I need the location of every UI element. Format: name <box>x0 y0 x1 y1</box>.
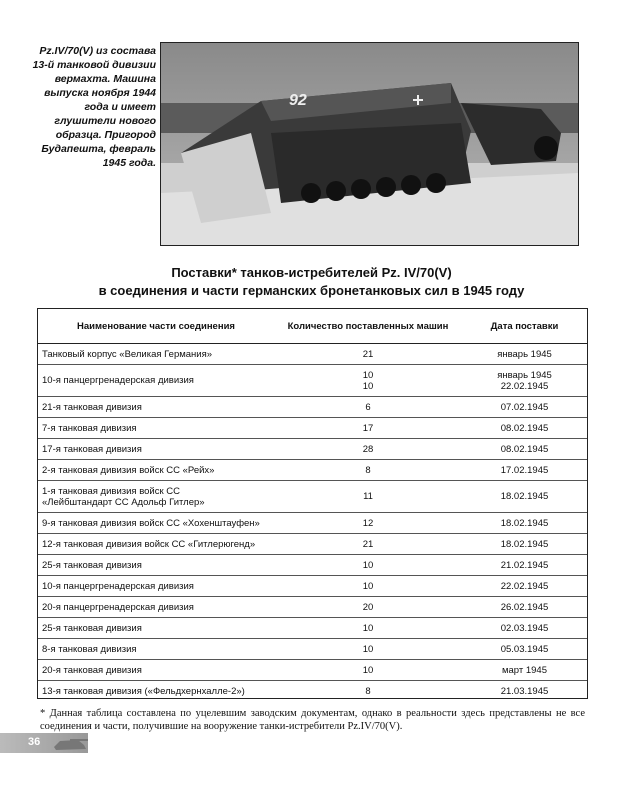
deliveries-table <box>37 308 588 699</box>
table-row <box>38 597 587 618</box>
cell-line: 1-я танковая дивизия войск СС <box>42 485 181 497</box>
cell-quantity <box>274 481 462 513</box>
cell-quantity <box>274 439 462 460</box>
table-row <box>38 439 587 460</box>
cell-unit <box>38 365 274 397</box>
header-unit: Наименование части соединения <box>38 309 274 344</box>
cell-unit <box>38 555 274 576</box>
table-title-line-2: в соединения и части германских бронетанковых сил в 1945 году <box>98 283 525 298</box>
footnote: * Данная таблица составлена по уцелевшим заводским документам, однако в реальности здесь представлены не все соединения и части, получившие на вооружение танки-истребители Pz.IV/70(V). <box>40 708 585 732</box>
cell-line: 25-я танковая дивизия <box>42 559 142 571</box>
caption-text: из состава 13-й танковой дивизии вермахта. Машина выпуска ноября 1944 года и имеет глушители нового образца. Пригород Будапешта, февраль 1945 года. <box>32 45 156 169</box>
cell-quantity <box>274 555 462 576</box>
table-row <box>38 660 587 681</box>
table-row <box>38 344 587 365</box>
cell-line: 6 <box>365 401 371 413</box>
cell-line: 17-я танковая дивизия <box>42 443 142 455</box>
cell-line: 20-я панцергренадерская дивизия <box>42 601 194 613</box>
table-title <box>60 264 563 300</box>
tank-marking: 92 <box>289 92 307 109</box>
cell-quantity <box>274 660 462 681</box>
cell-quantity <box>274 365 462 397</box>
tank-silhouette-icon <box>50 733 90 753</box>
cell-line: 13-я танковая дивизия («Фельдхернхалле-2») <box>42 685 245 697</box>
table-row <box>38 534 587 555</box>
cell-line: 25-я танковая дивизия <box>42 622 142 634</box>
cell-line: 8 <box>365 685 371 697</box>
cell-line: январь 1945 <box>497 348 552 360</box>
cell-date <box>462 439 587 460</box>
cell-quantity <box>274 418 462 439</box>
cell-quantity <box>274 618 462 639</box>
cell-unit <box>38 418 274 439</box>
header-date: Дата поставки <box>462 309 587 344</box>
cell-unit <box>38 460 274 481</box>
cell-line: 21-я танковая дивизия <box>42 401 142 413</box>
cell-line: 2-я танковая дивизия войск СС «Рейх» <box>42 464 215 476</box>
cell-unit <box>38 576 274 597</box>
cell-line: 21 <box>362 348 374 360</box>
cell-quantity <box>274 460 462 481</box>
table-row <box>38 460 587 481</box>
cell-date <box>462 681 587 702</box>
table-row <box>38 365 587 397</box>
table-body <box>38 344 587 702</box>
table-row <box>38 513 587 534</box>
cell-date <box>462 576 587 597</box>
cell-unit <box>38 618 274 639</box>
tank-photo <box>160 42 579 246</box>
cell-line: 10 <box>362 559 374 571</box>
cell-quantity <box>274 597 462 618</box>
cell-line: 08.02.1945 <box>500 422 549 434</box>
header-quantity: Количество поставленных машин <box>274 309 462 344</box>
cell-unit <box>38 439 274 460</box>
cell-line: 12-я танковая дивизия войск СС «Гитлерюгенд» <box>42 538 256 550</box>
cell-line: 8-я танковая дивизия <box>42 643 137 655</box>
cell-line: 22.02.1945 <box>500 380 549 392</box>
table-row <box>38 576 587 597</box>
photo-caption <box>26 44 156 170</box>
page-number: 36 <box>28 736 41 748</box>
cell-line: 10 <box>362 369 374 381</box>
cell-unit <box>38 513 274 534</box>
table-header-row <box>38 309 587 344</box>
cell-line: 26.02.1945 <box>500 601 549 613</box>
cell-line: 18.02.1945 <box>500 538 549 550</box>
cell-date <box>462 555 587 576</box>
cell-date <box>462 344 587 365</box>
cell-unit <box>38 681 274 702</box>
cell-date <box>462 418 587 439</box>
cell-quantity <box>274 576 462 597</box>
cell-line: 28 <box>362 443 374 455</box>
cell-unit <box>38 481 274 513</box>
cell-line: 10 <box>362 643 374 655</box>
cell-line: 10 <box>362 380 374 392</box>
cell-date <box>462 460 587 481</box>
cell-line: 10 <box>362 664 374 676</box>
cell-unit <box>38 397 274 418</box>
cell-line: март 1945 <box>501 664 547 676</box>
table-row <box>38 397 587 418</box>
cell-quantity <box>274 681 462 702</box>
cell-quantity <box>274 534 462 555</box>
table-title-line-1: Поставки* танков-истребителей Pz. IV/70(V) <box>171 265 452 280</box>
cell-line: 10 <box>362 622 374 634</box>
cell-line: 10 <box>362 580 374 592</box>
table-row <box>38 418 587 439</box>
cell-date <box>462 660 587 681</box>
caption-title: Pz.IV/70(V) <box>39 45 94 57</box>
cell-line: «Лейбштандарт СС Адольф Гитлер» <box>42 496 205 508</box>
cell-date <box>462 365 587 397</box>
cell-date <box>462 639 587 660</box>
cell-line: 17.02.1945 <box>500 464 549 476</box>
cell-date <box>462 534 587 555</box>
cell-quantity <box>274 397 462 418</box>
cell-line: 10-я панцергренадерская дивизия <box>42 580 194 592</box>
cell-line: январь 1945 <box>497 369 552 381</box>
cell-quantity <box>274 513 462 534</box>
cell-line: 10-я панцергренадерская дивизия <box>42 375 194 386</box>
cell-line: 17 <box>362 422 374 434</box>
cell-line: 08.02.1945 <box>500 443 549 455</box>
table-row <box>38 481 587 513</box>
cell-line: 18.02.1945 <box>500 517 549 529</box>
cell-quantity <box>274 639 462 660</box>
cell-line: 02.03.1945 <box>500 622 549 634</box>
cell-line: 07.02.1945 <box>500 401 549 413</box>
cell-line: 9-я танковая дивизия войск СС «Хохенштауфен» <box>42 517 260 529</box>
cell-date <box>462 397 587 418</box>
cell-line: 8 <box>365 464 371 476</box>
cell-line: 22.02.1945 <box>500 580 549 592</box>
cell-date <box>462 481 587 513</box>
cell-line: 20-я танковая дивизия <box>42 664 142 676</box>
table-row <box>38 618 587 639</box>
tank-photo-drawing <box>161 43 578 245</box>
cell-line: 18.02.1945 <box>500 491 549 502</box>
cell-line: 05.03.1945 <box>500 643 549 655</box>
cell-unit <box>38 639 274 660</box>
cell-line: 21.03.1945 <box>500 685 549 697</box>
cell-quantity <box>274 344 462 365</box>
cell-line: 12 <box>362 517 374 529</box>
cell-unit <box>38 534 274 555</box>
cell-line: 20 <box>362 601 374 613</box>
cell-line: 7-я танковая дивизия <box>42 422 137 434</box>
cell-unit <box>38 344 274 365</box>
cell-unit <box>38 660 274 681</box>
cell-unit <box>38 597 274 618</box>
cell-line: 21 <box>362 538 374 550</box>
table-row <box>38 555 587 576</box>
cell-date <box>462 513 587 534</box>
cell-line: 11 <box>363 491 373 502</box>
cell-line: 21.02.1945 <box>500 559 549 571</box>
cell-date <box>462 597 587 618</box>
cell-date <box>462 618 587 639</box>
table-row <box>38 681 587 702</box>
cell-line: Танковый корпус «Великая Германия» <box>42 348 213 360</box>
table-row <box>38 639 587 660</box>
